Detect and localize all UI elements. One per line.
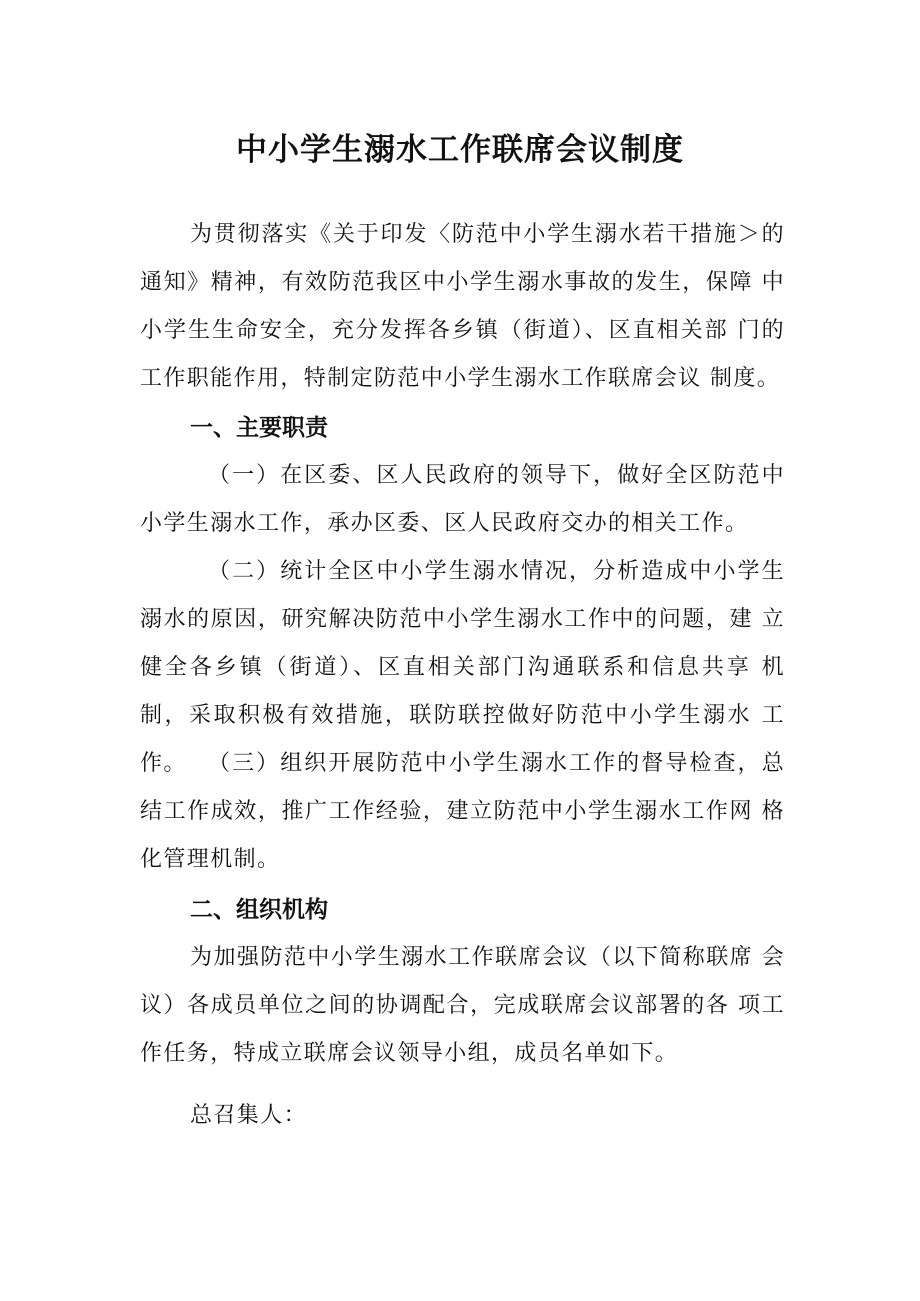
- convener-label: 总召集人：: [190, 1103, 308, 1128]
- intro-paragraph: 为贯彻落实《关于印发〈防范中小学生溺水若干措施＞的通知》精神，有效防范我区中小学生溺水事故的发生，保障 中小学生生命安全，充分发挥各乡镇（街道）、区直相关部 门的工作职能作用，特制定防范中小学生溺水工作联席会议 制度。: [140, 222, 785, 391]
- section-heading-responsibilities: 一、主要职责: [190, 415, 328, 441]
- organization-paragraph: 为加强防范中小学生溺水工作联席会议（以下简称联席 会议）各成员单位之间的协调配合，完成联席会议部署的各 项工作任务，特成立联席会议领导小组，成员名单如下。: [140, 945, 785, 1066]
- responsibility-item-1: （一）在区委、区人民政府的领导下，做好全区防范中 小学生溺水工作，承办区委、区人民政府交办的相关工作。: [140, 463, 785, 536]
- document-title: 中小学生溺水工作联席会议制度: [236, 132, 684, 168]
- responsibility-item-3: （三）组织开展防范中小学生溺水工作的督导检查，总 结工作成效，推广工作经验，建立防范中小学生溺水工作网 格化管理机制。: [140, 751, 785, 872]
- section-heading-organization: 二、组织机构: [190, 897, 328, 923]
- responsibility-item-2: （二）统计全区中小学生溺水情况，分析造成中小学生 溺水的原因，研究解决防范中小学生溺水工作中的问题，建 立健全各乡镇（街道）、区直相关部门沟通联系和信息共享 机制，采取积极有效措施，联防联控做好防范中小学生溺水 工作。: [140, 559, 785, 776]
